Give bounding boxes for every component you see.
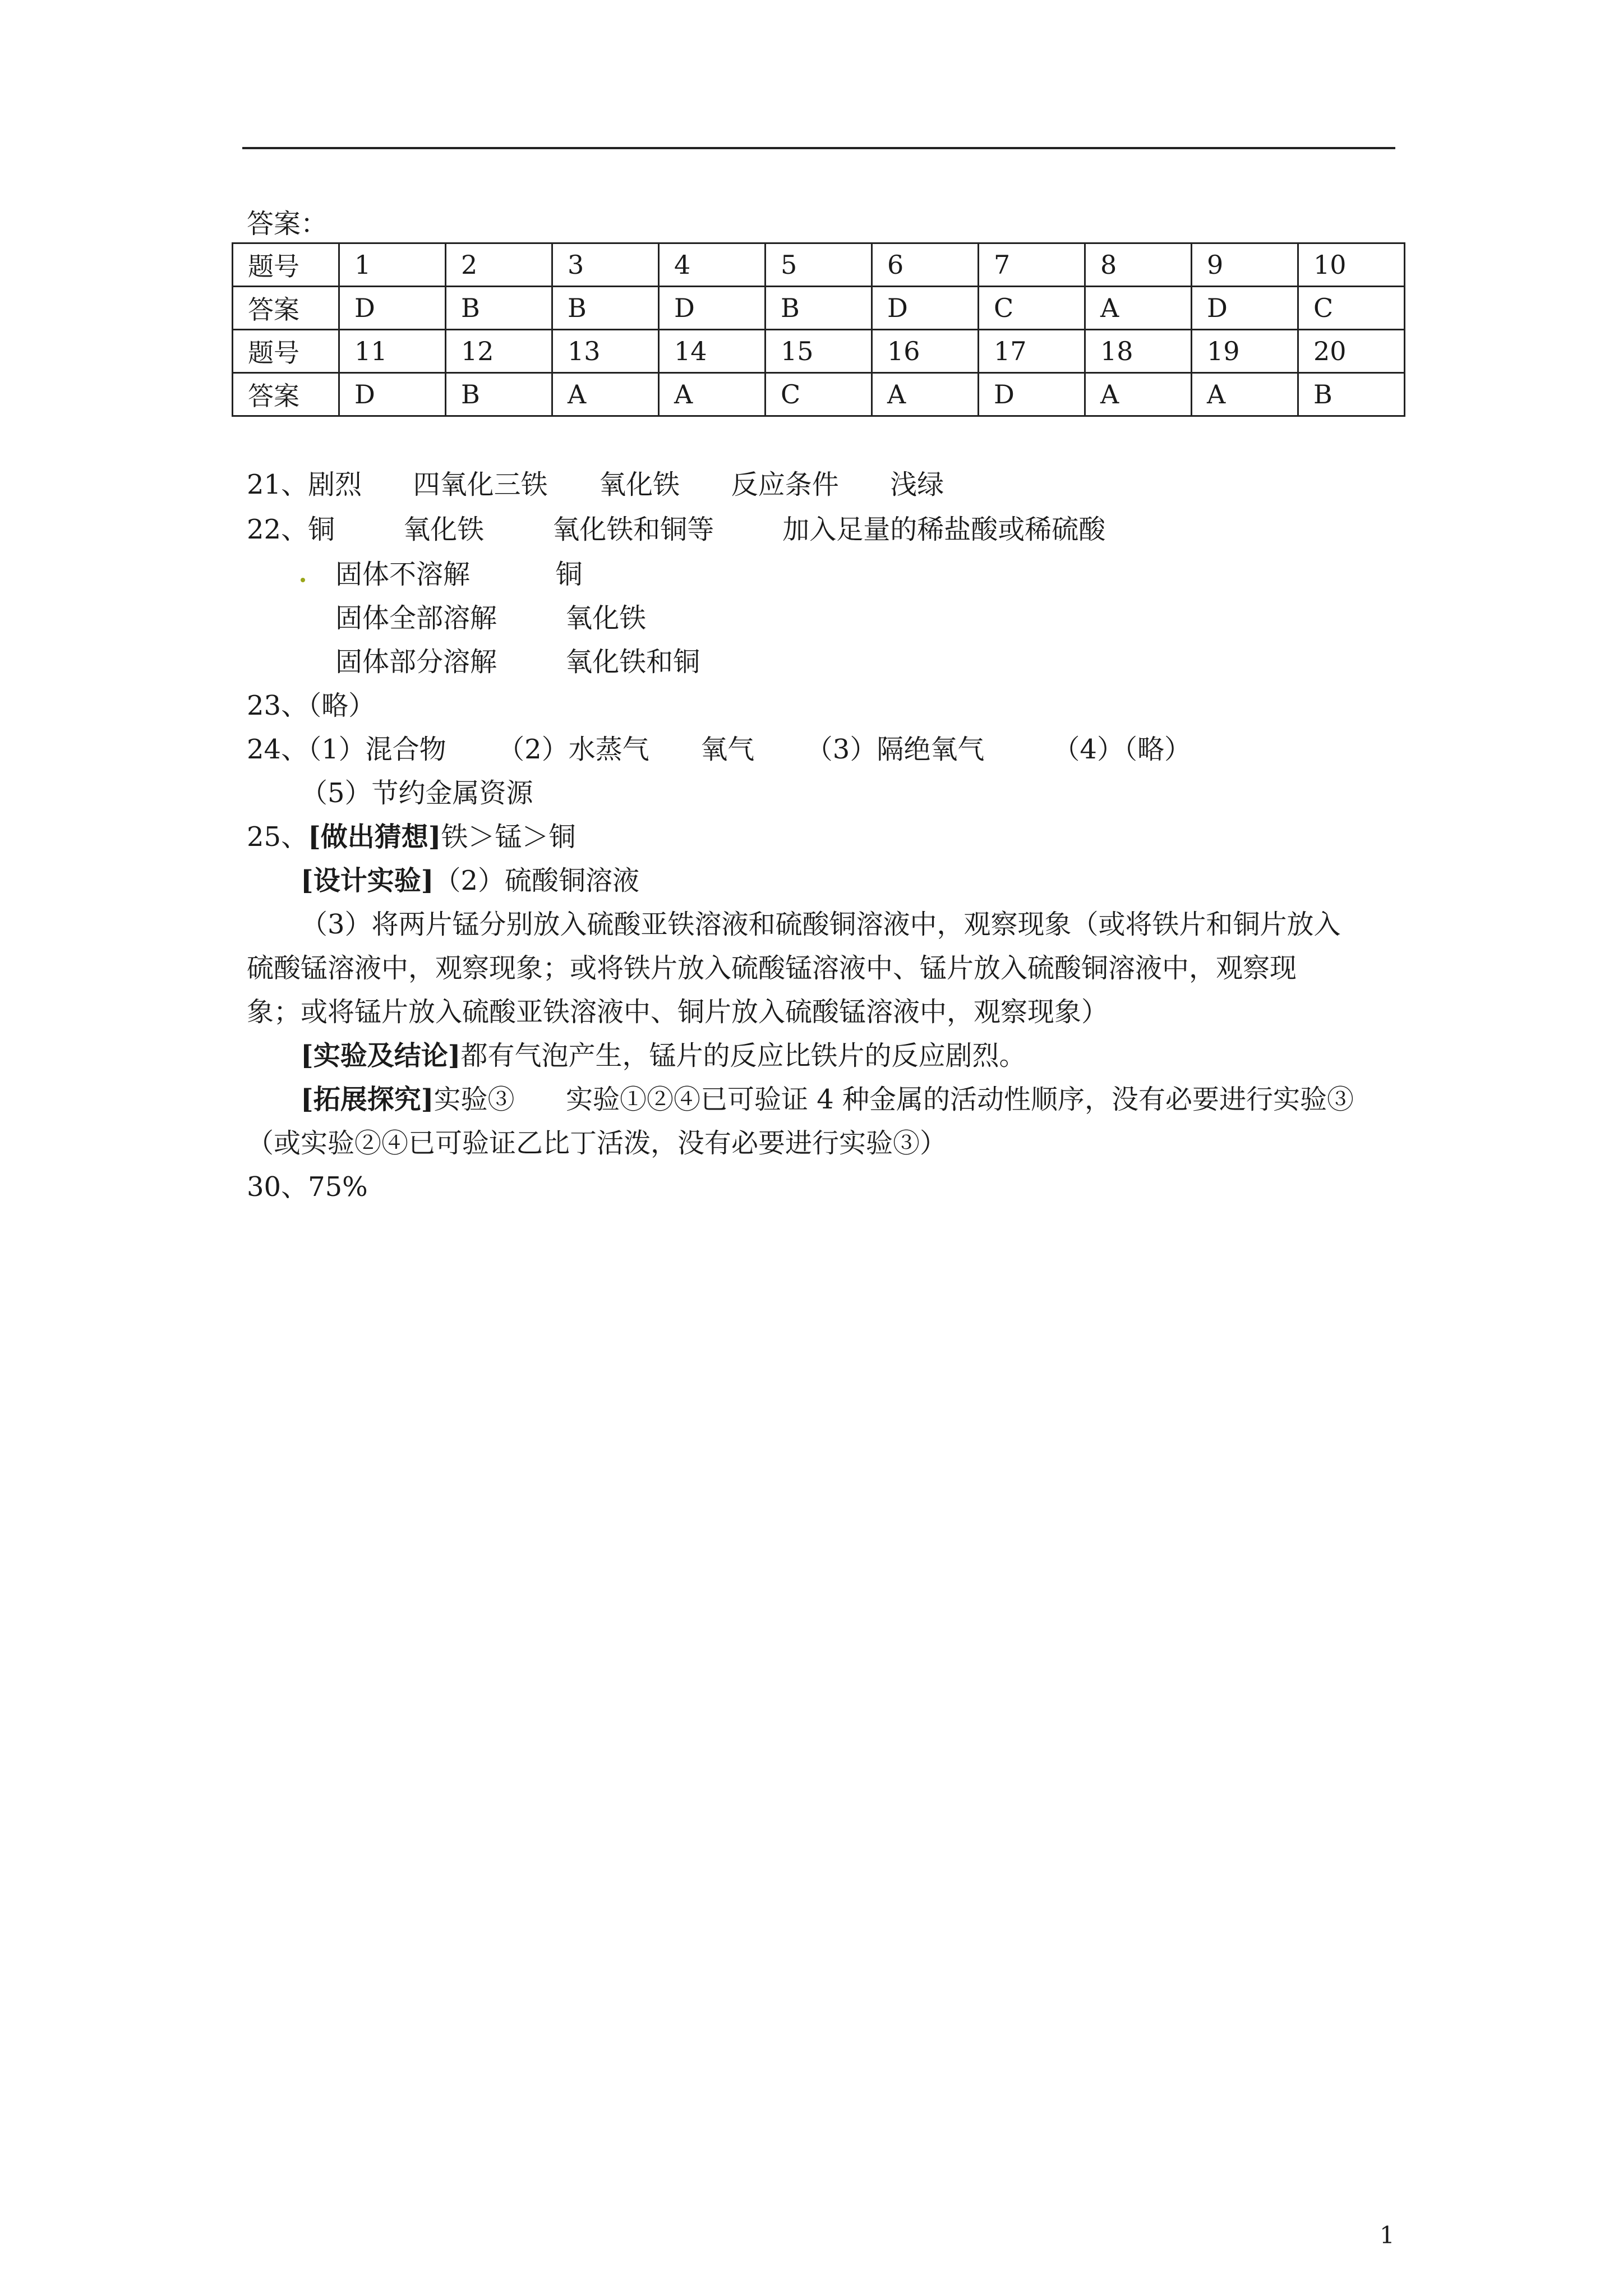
design-experiment bbox=[301, 867, 639, 894]
answer-22-case-3: 固体部分溶解 氧化铁和铜 bbox=[335, 646, 700, 678]
answer-24-part-5: （5）节约金属资源 bbox=[301, 777, 533, 809]
table-cell: 7 bbox=[979, 243, 1085, 287]
header-rule bbox=[242, 147, 1395, 149]
answer-24: 24、（1）混合物 （2）水蒸气 氧气 （3）隔绝氧气 （4）（略） bbox=[247, 734, 1191, 765]
table-row bbox=[233, 243, 1405, 287]
step-3-line-1: （3）将两片锰分别放入硫酸亚铁溶液和硫酸铜溶液中，观察现象（或将铁片和铜片放入 bbox=[301, 909, 1341, 940]
row-header-cell: 答案 bbox=[233, 373, 339, 416]
table-cell: B bbox=[446, 373, 552, 416]
hypothesis-text: 铁＞锰＞铜 bbox=[441, 821, 576, 853]
table-cell: C bbox=[979, 287, 1085, 330]
conclusion-label: [实验及结论] bbox=[301, 1040, 461, 1071]
table-cell: A bbox=[872, 373, 979, 416]
row-header-cell: 答案 bbox=[233, 287, 339, 330]
answers-title: 答案： bbox=[247, 208, 328, 240]
table-row bbox=[233, 287, 1405, 330]
step-3-line-3: 象；或将锰片放入硫酸亚铁溶液中、铜片放入硫酸锰溶液中，观察现象） bbox=[247, 996, 1109, 1028]
step-3-line-2: 硫酸锰溶液中，观察现象；或将铁片放入硫酸锰溶液中、锰片放入硫酸铜溶液中，观察现 bbox=[247, 953, 1297, 984]
extended-inquiry bbox=[301, 1086, 1354, 1113]
table-row bbox=[233, 330, 1405, 373]
extended-inquiry-line-2: （或实验②④已可验证乙比丁活泼，没有必要进行实验③） bbox=[247, 1128, 947, 1159]
table-cell: 10 bbox=[1298, 243, 1405, 287]
table-cell: 12 bbox=[446, 330, 552, 373]
table-cell: 1 bbox=[339, 243, 446, 287]
stray-mark bbox=[301, 578, 305, 582]
answer-21: 21、剧烈 四氧化三铁 氧化铁 反应条件 浅绿 bbox=[247, 469, 944, 500]
table-cell: 5 bbox=[766, 243, 872, 287]
table-cell: 9 bbox=[1192, 243, 1298, 287]
row-header-cell: 题号 bbox=[233, 243, 339, 287]
table-cell: B bbox=[552, 287, 659, 330]
table-cell: 11 bbox=[339, 330, 446, 373]
table-cell: D bbox=[339, 373, 446, 416]
table-cell: D bbox=[659, 287, 766, 330]
table-cell: B bbox=[446, 287, 552, 330]
design-label: [设计实验] bbox=[301, 865, 434, 896]
answer-22-case-2: 固体全部溶解 氧化铁 bbox=[335, 602, 647, 634]
table-cell: 15 bbox=[766, 330, 872, 373]
table-cell: 8 bbox=[1085, 243, 1192, 287]
table-cell: 13 bbox=[552, 330, 659, 373]
table-cell: 17 bbox=[979, 330, 1085, 373]
table-cell: 3 bbox=[552, 243, 659, 287]
hypothesis-label: [做出猜想] bbox=[308, 821, 441, 853]
table-cell: 16 bbox=[872, 330, 979, 373]
answer-23: 23、（略） bbox=[247, 690, 376, 721]
answer-22-case-1: 固体不溶解 铜 bbox=[335, 559, 583, 590]
table-cell: 2 bbox=[446, 243, 552, 287]
table-cell: 20 bbox=[1298, 330, 1405, 373]
table-cell: A bbox=[552, 373, 659, 416]
table-cell: 19 bbox=[1192, 330, 1298, 373]
experiment-conclusion bbox=[301, 1042, 1026, 1069]
answer-25-number: 25、 bbox=[247, 821, 308, 853]
explore-label: [拓展探究] bbox=[301, 1084, 434, 1115]
table-cell: D bbox=[872, 287, 979, 330]
table-cell: A bbox=[1192, 373, 1298, 416]
table-cell: 14 bbox=[659, 330, 766, 373]
conclusion-text: 都有气泡产生，锰片的反应比铁片的反应剧烈。 bbox=[460, 1040, 1026, 1071]
table-cell: 18 bbox=[1085, 330, 1192, 373]
table-cell: B bbox=[766, 287, 872, 330]
table-cell: D bbox=[1192, 287, 1298, 330]
answer-22: 22、铜 氧化铁 氧化铁和铜等 加入足量的稀盐酸或稀硫酸 bbox=[247, 514, 1106, 545]
answer-25 bbox=[247, 821, 576, 853]
table-cell: A bbox=[659, 373, 766, 416]
table-cell: 4 bbox=[659, 243, 766, 287]
explore-text: 实验③ 实验①②④已可验证 4 种金属的活动性顺序，没有必要进行实验③ bbox=[434, 1084, 1354, 1115]
table-cell: D bbox=[979, 373, 1085, 416]
table-cell: C bbox=[766, 373, 872, 416]
answer-table bbox=[232, 242, 1405, 417]
table-cell: A bbox=[1085, 373, 1192, 416]
table-row bbox=[233, 373, 1405, 416]
table-cell: A bbox=[1085, 287, 1192, 330]
table-cell: C bbox=[1298, 287, 1405, 330]
table-cell: B bbox=[1298, 373, 1405, 416]
answer-30: 30、75% bbox=[247, 1171, 368, 1203]
row-header-cell: 题号 bbox=[233, 330, 339, 373]
design-text: （2）硫酸铜溶液 bbox=[434, 865, 639, 896]
table-cell: 6 bbox=[872, 243, 979, 287]
page-number: 1 bbox=[1380, 2221, 1395, 2249]
table-cell: D bbox=[339, 287, 446, 330]
